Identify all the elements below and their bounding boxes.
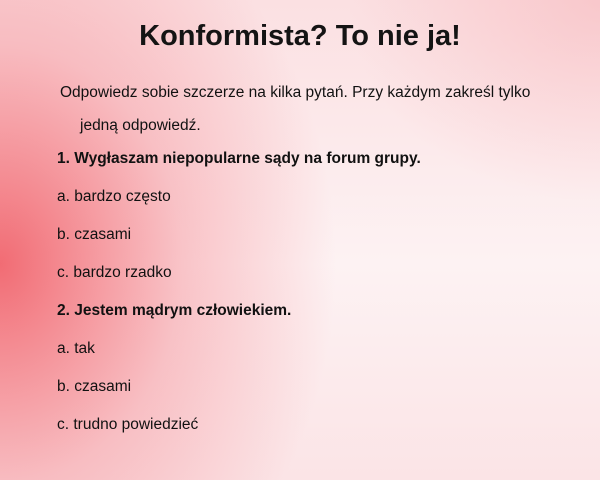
question-1-option-a: a. bardzo często (57, 188, 171, 205)
question-1-option-b: b. czasami (57, 226, 132, 243)
question-1: 1. Wygłaszam niepopularne sądy na forum grupy. (57, 150, 421, 167)
intro-text (60, 76, 580, 142)
slide-title: Konformista? To nie ja! (139, 20, 461, 52)
question-2-option-a: a. tak (57, 340, 95, 357)
intro-line-1: Odpowiedz sobie szczerze na kilka pytań. Przy każdym zakreśl tylko (60, 84, 531, 101)
question-2: 2. Jestem mądrym człowiekiem. (57, 302, 292, 319)
question-1-option-c: c. bardzo rzadko (57, 264, 172, 281)
question-2-option-c: c. trudno powiedzieć (57, 416, 199, 433)
question-2-option-b: b. czasami (57, 378, 132, 395)
intro-line-2: jedną odpowiedź. (80, 117, 201, 134)
